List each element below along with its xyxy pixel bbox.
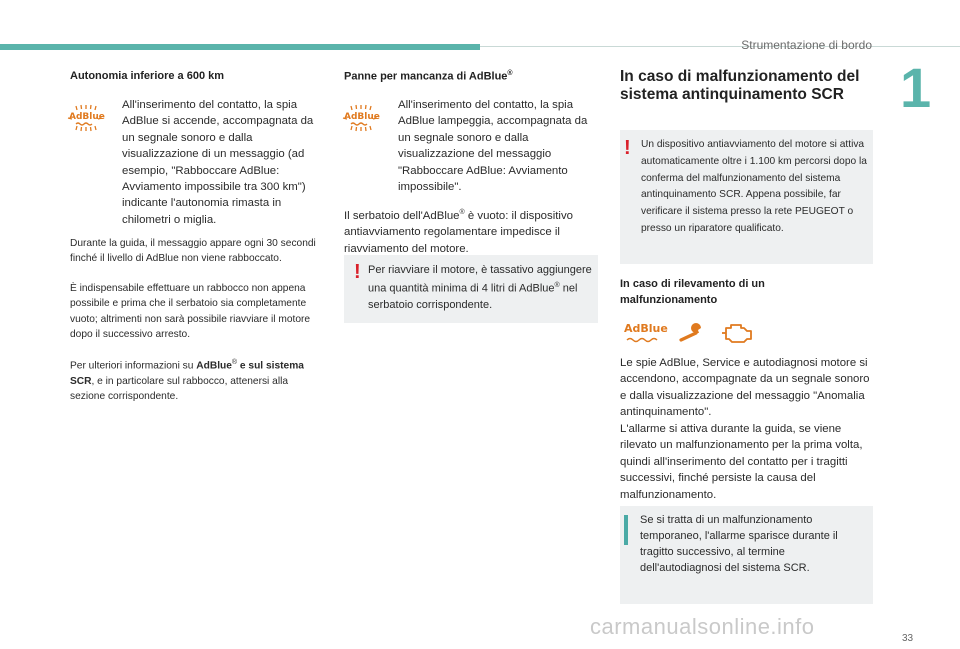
adblue-lamp-icon: [622, 320, 670, 348]
col1-subtitle: Autonomia inferiore a 600 km: [70, 70, 225, 82]
engine-diagnosis-icon: [720, 320, 754, 348]
col1-para2: È indispensabile effettuare un rabbocco non appena possibile e prima che il serbatoio sia completamente vuoto; altrimenti non sarà possibile riavviare il motore dopo il successivo arresto.: [70, 283, 311, 341]
col3-info-text: Se si tratta di un malfunzionamento temporaneo, l'allarme sparisce durante il tragitto successivo, al termine dell'autodiagnosi del sistema SCR.: [640, 514, 838, 574]
section-title: Strumentazione di bordo: [741, 38, 872, 52]
col3-heading: In caso di malfunzionamento del sistema antinquinamento SCR: [620, 68, 860, 103]
col3-warning-text: Un dispositivo antiavviamento del motore si attiva automaticamente oltre i 1.100 km percorsi dopo la conferma del malfunzionamento del sistema antinquinamento SCR. Appena possibile, far verificare il sistema presso la rete PEUGEOT o presso un riparatore qualificato.: [641, 139, 867, 234]
col2-para: Il serbatoio dell'AdBlue® è vuoto: il dispositivo antiavviamento regolamentare impedisce il riavviamento del motore.: [344, 209, 573, 255]
watermark: carmanualsonline.info: [590, 614, 815, 639]
col2-lamp-text: All'inserimento del contatto, la spia AdBlue lampeggia, accompagnata da un segnale sonoro e dalla visualizzazione del messaggio "Rabboccare AdBlue: Avviamento impossibile".: [398, 99, 588, 194]
col3-subtitle: In caso di rilevamento di un malfunzionamento: [620, 278, 765, 306]
col3-para2: L'allarme si attiva durante la guida, se viene rilevato un malfunzionamento per la prima volta, quindi all'inserimento del contatto per i tragitti successivi, finché persiste la causa del malfunzionamento.: [620, 423, 863, 501]
lamp-label: AdBlue: [69, 112, 105, 122]
col1-lamp-text: All'inserimento del contatto, la spia AdBlue si accende, accompagnata da un segnale sonoro e dalla visualizzazione di un messaggio (ad esempio, "Rabboccare AdBlue: Avviamento impossibile tra 300 km") indicante l'autonomia rimasta in chilometri o miglia.: [122, 99, 314, 226]
info-bar-icon: [624, 515, 628, 545]
col3-warning-box: [620, 130, 873, 264]
lamp-label: AdBlue: [624, 322, 668, 335]
col3-para1: Le spie AdBlue, Service e autodiagnosi motore si accendono, accompagnate da un segnale sonoro e dalla visualizzazione del messaggio "Anomalia antinquinamento".: [620, 357, 870, 419]
col2-subtitle: Panne per mancanza di AdBlue®: [344, 70, 513, 83]
col2-warning-text: Per riavviare il motore, è tassativo aggiungere una quantità minima di 4 litri di AdBlue® nel serbatoio corrispondente.: [368, 264, 592, 311]
col1-reference: Per ulteriori informazioni su AdBlue® e sul sistema SCR, e in particolare sul rabbocco, attenersi alla sezione corrispondente.: [70, 359, 304, 403]
col3-info-box: [620, 506, 873, 604]
header-accent-bar: [0, 44, 480, 50]
header-divider: [480, 46, 960, 47]
chapter-number: 1: [900, 56, 932, 119]
warning-exclamation-icon: !: [624, 137, 631, 159]
lamp-label: AdBlue: [344, 112, 380, 122]
adblue-lamp-icon: [337, 100, 383, 140]
warning-lamps-row: [622, 320, 762, 356]
col1-para1: Durante la guida, il messaggio appare ogni 30 secondi finché il livello di AdBlue non viene rabboccato.: [70, 238, 316, 265]
warning-exclamation-icon: !: [354, 261, 361, 283]
col2-warning-box: [344, 255, 598, 323]
service-wrench-icon: [678, 322, 708, 346]
page-number: 33: [902, 633, 914, 644]
adblue-lamp-icon: [62, 100, 108, 140]
